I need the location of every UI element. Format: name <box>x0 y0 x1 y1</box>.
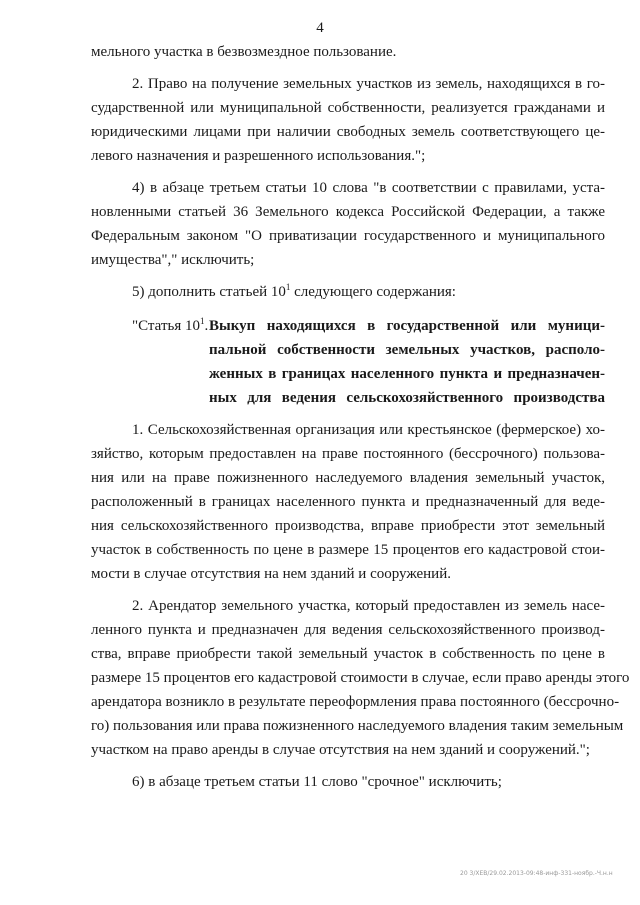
text-line: 1. Сельскохозяйственная организация или крестьянское (фермерское) хо- <box>132 422 605 438</box>
text-line: 2. Арендатор земельного участка, который предоставлен из земель насе- <box>132 598 605 614</box>
text-line: мости в случае отсутствия на нем зданий и сооружений. <box>91 566 451 582</box>
text-line: ства, вправе приобрести такой земельный участок в собственность по цене в <box>91 646 605 662</box>
text-line: сударственной или муниципальной собственности, реализуется гражданами и <box>91 100 605 116</box>
article-title-line: женных в границах населенного пункта и предназначен- <box>209 366 605 382</box>
text-fragment: "Статья 10 <box>132 318 200 334</box>
text-line: юридическими лицами при наличии свободных земель соответствующего це- <box>91 124 605 140</box>
text-line: мельного участка в безвозмездное пользование. <box>91 44 397 60</box>
text-fragment: . <box>204 318 209 334</box>
superscript: 1 <box>199 316 205 326</box>
text-line: имущества"," исключить; <box>91 252 255 268</box>
text-line: участком на право аренды в случае отсутствия на нем зданий и сооружений."; <box>91 742 590 758</box>
text-line: ленного пункта и предназначен для ведения сельскохозяйственного производ- <box>91 622 605 638</box>
text-line: 6) в абзаце третьем статьи 11 слово "срочное" исключить; <box>132 774 502 790</box>
text-line: новленными статьей 36 Земельного кодекса Российской Федерации, а также <box>91 204 605 220</box>
text-line: Федеральным законом "О приватизации государственного и муниципального <box>91 228 605 244</box>
text-line: расположенный в границах населенного пункта и предназначенный для веде- <box>91 494 605 510</box>
text-line: ния сельскохозяйственного производства, вправе приобрести этот земельный <box>91 518 605 534</box>
text-line: ния или на праве пожизненного наследуемого владения земельный участок, <box>91 470 605 486</box>
text-line: 4) в абзаце третьем статьи 10 слова "в соответствии с правилами, уста- <box>132 180 605 196</box>
text-line: 2. Право на получение земельных участков из земель, находящихся в го- <box>132 76 605 92</box>
superscript: 1 <box>285 282 291 292</box>
text-line: арендатора возникло в результате переоформления права постоянного (бессрочно- <box>91 694 620 710</box>
article-title-line: Выкуп находящихся в государственной или муници- <box>209 318 605 334</box>
text-line <box>132 316 605 336</box>
text-line: участок в собственность по цене в размере 15 процентов его кадастровой стои- <box>91 542 605 558</box>
article-title-line: пальной собственности земельных участков, располо- <box>209 342 605 358</box>
text-line: зяйство, которым предоставлен на праве постоянного (бессрочного) пользова- <box>91 446 605 462</box>
text-line <box>132 282 456 302</box>
article-title-line: ных для ведения сельскохозяйственного производства <box>209 390 605 406</box>
page-number: 4 <box>316 20 324 36</box>
text-line: левого назначения и разрешенного использования."; <box>91 148 426 164</box>
text-fragment: следующего содержания: <box>290 284 456 300</box>
document-footer-code: 20 3/XEB/29.02.2013-09:48-инф-331-ноябр.-Ч.н.н <box>460 870 613 877</box>
text-line: размере 15 процентов его кадастровой стоимости в случае, если право аренды этого <box>91 670 630 686</box>
text-fragment: 5) дополнить статьей 10 <box>132 284 286 300</box>
text-line: го) пользования или права пожизненного наследуемого владения таким земельным <box>91 718 624 734</box>
